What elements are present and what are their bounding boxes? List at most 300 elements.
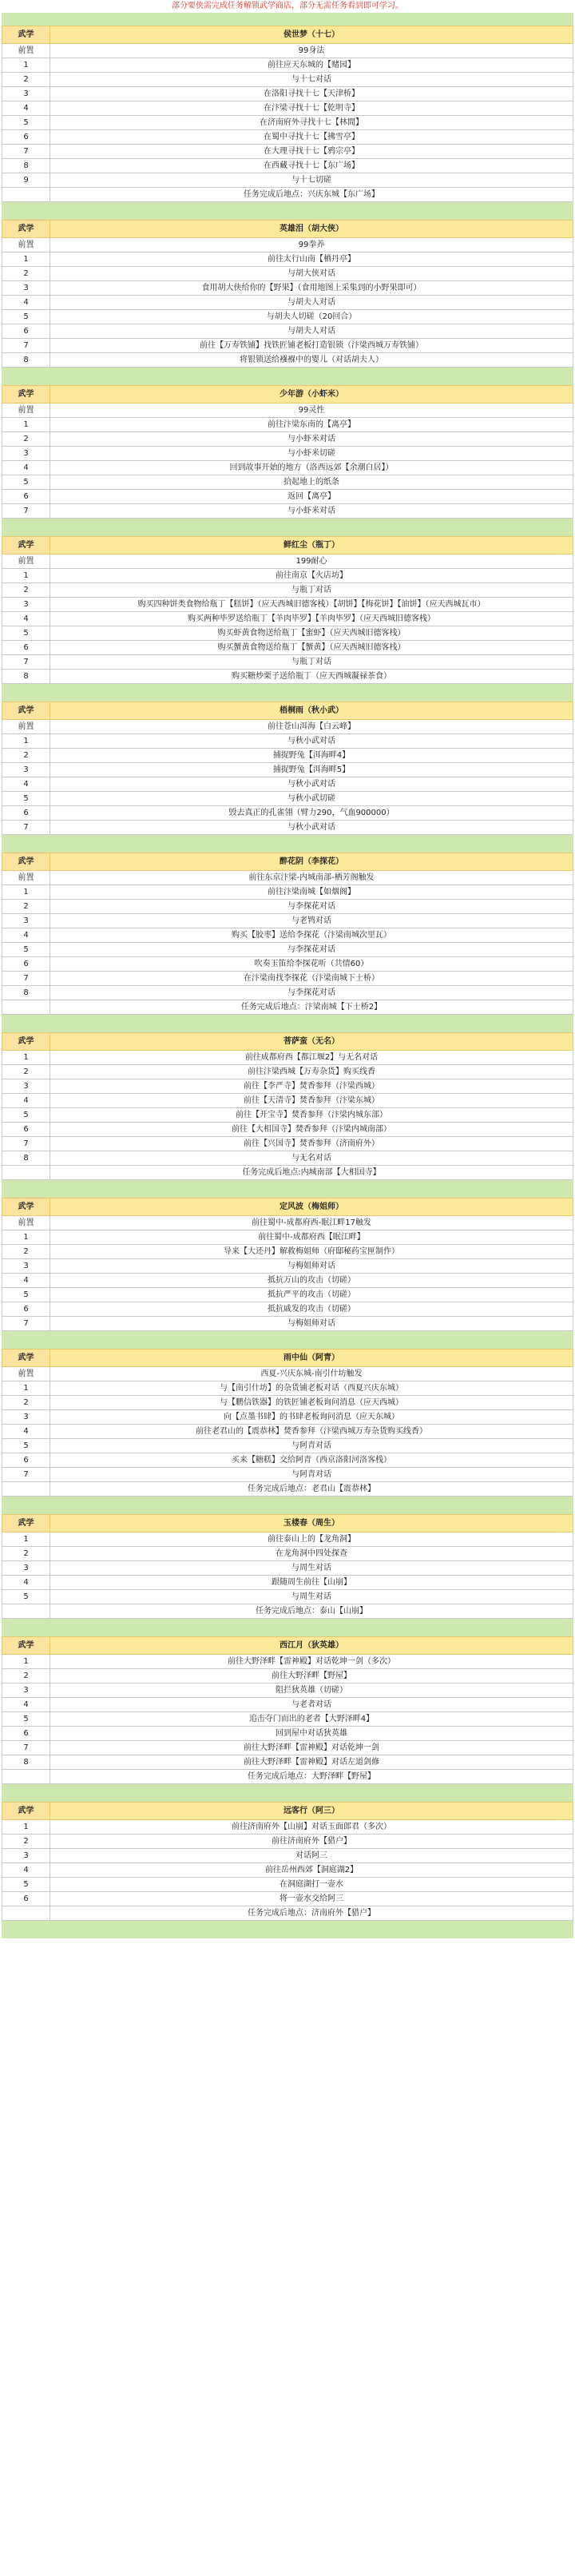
step-description: 任务完成后地点：老君山【震恭林】 bbox=[50, 1482, 573, 1497]
table-row bbox=[2, 986, 573, 1000]
step-description: 前往蜀中-成都府西-眠江畔17触发 bbox=[50, 1216, 573, 1230]
step-description: 前往苍山洱海【白云峰】 bbox=[50, 720, 573, 734]
table-row bbox=[2, 1302, 573, 1317]
quest-section bbox=[2, 220, 573, 368]
quest-section bbox=[2, 26, 573, 202]
step-number: 前置 bbox=[2, 871, 50, 885]
step-number: 2 bbox=[2, 267, 50, 281]
table-row bbox=[2, 972, 573, 986]
step-number: 6 bbox=[2, 130, 50, 145]
table-row bbox=[2, 461, 573, 475]
step-description: 买来【糖糕】交给阿青（西京洛阳河洛客栈） bbox=[50, 1453, 573, 1468]
step-description: 与胡夫人切磋（20回合） bbox=[50, 310, 573, 324]
step-number: 7 bbox=[2, 821, 50, 835]
step-number: 6 bbox=[2, 1453, 50, 1468]
step-description: 与秋小武切磋 bbox=[50, 792, 573, 806]
step-description: 任务完成后地点：济南府外【猎户】 bbox=[50, 1906, 573, 1921]
table-row bbox=[2, 403, 573, 418]
step-number: 5 bbox=[2, 1439, 50, 1453]
step-number: 1 bbox=[2, 418, 50, 432]
step-description: 购买四种饼类食物给瓶丁【糕饼】（应天西城旧德客栈）【胡饼】【梅花饼】【油饼】（应天西城瓦市） bbox=[50, 598, 573, 612]
step-number bbox=[2, 1482, 50, 1497]
quest-header-row bbox=[2, 1515, 573, 1532]
step-number: 5 bbox=[2, 943, 50, 957]
table-row bbox=[2, 1892, 573, 1906]
step-description: 抵抗严平的攻击（切磋） bbox=[50, 1288, 573, 1302]
table-row bbox=[2, 238, 573, 252]
step-description: 前往应天东城的【赌园】 bbox=[50, 58, 573, 73]
column-label: 武学 bbox=[2, 1803, 50, 1820]
table-row bbox=[2, 1245, 573, 1259]
step-number: 1 bbox=[2, 734, 50, 749]
step-number: 2 bbox=[2, 583, 50, 598]
table-row bbox=[2, 641, 573, 655]
step-description: 对话阿三 bbox=[50, 1849, 573, 1863]
table-row bbox=[2, 252, 573, 267]
step-number: 2 bbox=[2, 73, 50, 87]
section-spacer bbox=[2, 1497, 573, 1514]
quest-table bbox=[2, 1032, 573, 1180]
table-row bbox=[2, 957, 573, 972]
column-label: 武学 bbox=[2, 221, 50, 238]
step-number: 7 bbox=[2, 339, 50, 353]
step-description: 抵抗戚发的攻击（切磋） bbox=[50, 1302, 573, 1317]
quest-table bbox=[2, 385, 573, 519]
step-number: 3 bbox=[2, 1849, 50, 1863]
quest-section bbox=[2, 1636, 573, 1784]
quest-header-row bbox=[2, 26, 573, 44]
step-number: 2 bbox=[2, 1547, 50, 1561]
table-row bbox=[2, 1288, 573, 1302]
step-description: 购买蟹黄食物送给瓶丁【蟹黄】（应天西城旧德客栈） bbox=[50, 641, 573, 655]
step-number: 5 bbox=[2, 792, 50, 806]
step-description: 在洞庭湖打一壶水 bbox=[50, 1878, 573, 1892]
step-description: 任务完成后地点：兴庆东城【东广场】 bbox=[50, 188, 573, 202]
step-description: 与无名对话 bbox=[50, 1151, 573, 1166]
step-description: 前往济南府外【猎户】 bbox=[50, 1835, 573, 1849]
step-number: 前置 bbox=[2, 1216, 50, 1230]
step-description: 99灵性 bbox=[50, 403, 573, 418]
quest-title: 侯世梦（十七） bbox=[50, 26, 573, 44]
step-number: 5 bbox=[2, 1108, 50, 1123]
table-row bbox=[2, 1079, 573, 1094]
step-number: 5 bbox=[2, 116, 50, 130]
step-description: 与十七对话 bbox=[50, 73, 573, 87]
table-row bbox=[2, 1216, 573, 1230]
step-description: 与秋小武对话 bbox=[50, 734, 573, 749]
step-description: 与梅姐师对话 bbox=[50, 1259, 573, 1274]
quest-header-row bbox=[2, 386, 573, 403]
quest-title: 定风波（梅姐师） bbox=[50, 1199, 573, 1216]
step-number: 4 bbox=[2, 1576, 50, 1590]
step-number: 3 bbox=[2, 87, 50, 101]
table-row bbox=[2, 1863, 573, 1878]
step-number: 4 bbox=[2, 777, 50, 792]
table-row bbox=[2, 1878, 573, 1892]
table-row bbox=[2, 871, 573, 885]
step-number: 1 bbox=[2, 1532, 50, 1547]
table-row bbox=[2, 101, 573, 116]
table-row bbox=[2, 792, 573, 806]
step-number: 5 bbox=[2, 310, 50, 324]
step-description: 前往【大相国寺】焚香参拜（汴梁内城南部） bbox=[50, 1123, 573, 1137]
step-number: 6 bbox=[2, 957, 50, 972]
step-number: 7 bbox=[2, 1741, 50, 1755]
step-description: 吹奏玉笛给李探花听（共情60） bbox=[50, 957, 573, 972]
step-description: 前往成都府西【都江堰2】与无名对话 bbox=[50, 1051, 573, 1065]
step-description: 向【点墨书肆】的书肆老板询问消息（应天东城） bbox=[50, 1410, 573, 1425]
step-description: 与胡夫人对话 bbox=[50, 296, 573, 310]
step-description: 前往【天清寺】焚香参拜（汴梁东城） bbox=[50, 1094, 573, 1108]
step-description: 与梅姐师对话 bbox=[50, 1317, 573, 1331]
table-row bbox=[2, 1547, 573, 1561]
step-number: 8 bbox=[2, 1755, 50, 1770]
step-number: 2 bbox=[2, 1835, 50, 1849]
column-label: 武学 bbox=[2, 1637, 50, 1655]
table-row bbox=[2, 44, 573, 58]
step-description: 前往汴梁南城【如烟阁】 bbox=[50, 885, 573, 900]
step-number: 3 bbox=[2, 281, 50, 296]
step-description: 在洛阳寻找十七【天津桥】 bbox=[50, 87, 573, 101]
step-description: 返回【离亭】 bbox=[50, 490, 573, 504]
quest-title: 鲜红尘（瓶丁） bbox=[50, 537, 573, 555]
step-description: 捕捉野兔【洱海畔5】 bbox=[50, 763, 573, 777]
table-row bbox=[2, 310, 573, 324]
column-label: 武学 bbox=[2, 537, 50, 555]
step-number: 1 bbox=[2, 569, 50, 583]
table-row bbox=[2, 475, 573, 490]
step-description: 前往【开宝寺】焚香参拜（汴梁内城东部） bbox=[50, 1108, 573, 1123]
table-row bbox=[2, 1532, 573, 1547]
step-description: 导来【大还丹】解救梅姐师（府邸秘药宝匣制作） bbox=[50, 1245, 573, 1259]
quest-header-row bbox=[2, 221, 573, 238]
table-row bbox=[2, 1849, 573, 1863]
section-spacer bbox=[2, 1015, 573, 1032]
table-row bbox=[2, 734, 573, 749]
step-description: 购买糖炒栗子送给瓶丁（应天西城凝禄茶食） bbox=[50, 670, 573, 684]
quest-title: 英雄泪（胡大侠） bbox=[50, 221, 573, 238]
step-number: 1 bbox=[2, 58, 50, 73]
table-row bbox=[2, 188, 573, 202]
step-number: 5 bbox=[2, 1878, 50, 1892]
step-number: 1 bbox=[2, 885, 50, 900]
section-spacer bbox=[2, 1331, 573, 1349]
step-number: 6 bbox=[2, 1302, 50, 1317]
table-row bbox=[2, 1230, 573, 1245]
quest-title: 远客行（阿三） bbox=[50, 1803, 573, 1820]
step-description: 前往老君山的【震恭林】焚香参拜（汴梁西城万寿杂货购买线香） bbox=[50, 1425, 573, 1439]
table-row bbox=[2, 914, 573, 928]
step-number: 4 bbox=[2, 1425, 50, 1439]
table-row bbox=[2, 720, 573, 734]
table-row bbox=[2, 821, 573, 835]
step-number: 6 bbox=[2, 490, 50, 504]
step-number: 1 bbox=[2, 1655, 50, 1669]
step-description: 99拳养 bbox=[50, 238, 573, 252]
step-number: 1 bbox=[2, 252, 50, 267]
step-description: 99身法 bbox=[50, 44, 573, 58]
table-row bbox=[2, 1065, 573, 1079]
table-row bbox=[2, 353, 573, 368]
table-row bbox=[2, 1590, 573, 1604]
step-number: 3 bbox=[2, 1079, 50, 1094]
quest-section bbox=[2, 1514, 573, 1619]
step-description: 与十七切磋 bbox=[50, 173, 573, 188]
quest-section bbox=[2, 853, 573, 1015]
quest-header-row bbox=[2, 537, 573, 555]
step-description: 在龙角洞中四处探查 bbox=[50, 1547, 573, 1561]
table-row bbox=[2, 145, 573, 159]
table-row bbox=[2, 1317, 573, 1331]
quest-table bbox=[2, 1636, 573, 1784]
quest-title: 菩萨蛮（无名） bbox=[50, 1033, 573, 1051]
column-label: 武学 bbox=[2, 1199, 50, 1216]
step-description: 与老鸨对话 bbox=[50, 914, 573, 928]
step-number: 1 bbox=[2, 1381, 50, 1396]
step-number: 3 bbox=[2, 598, 50, 612]
table-row bbox=[2, 612, 573, 626]
step-description: 与秋小武对话 bbox=[50, 821, 573, 835]
quest-table bbox=[2, 1349, 573, 1497]
step-description: 前往泰山上的【龙角洞】 bbox=[50, 1532, 573, 1547]
step-description: 阻拦狄英雄（切磋） bbox=[50, 1684, 573, 1698]
quest-header-row bbox=[2, 1350, 573, 1367]
step-description: 与李探花对话 bbox=[50, 900, 573, 914]
step-number: 5 bbox=[2, 1288, 50, 1302]
table-row bbox=[2, 1367, 573, 1381]
section-spacer bbox=[2, 202, 573, 220]
step-number: 2 bbox=[2, 432, 50, 447]
table-row bbox=[2, 87, 573, 101]
column-label: 武学 bbox=[2, 1033, 50, 1051]
step-number: 8 bbox=[2, 670, 50, 684]
step-number: 7 bbox=[2, 504, 50, 519]
table-row bbox=[2, 267, 573, 281]
step-number: 3 bbox=[2, 1684, 50, 1698]
step-description: 将一壶水交给阿三 bbox=[50, 1892, 573, 1906]
step-number: 7 bbox=[2, 972, 50, 986]
table-row bbox=[2, 1741, 573, 1755]
step-number: 4 bbox=[2, 1863, 50, 1878]
notice-text: 部分要侠需完成任务解锁武学商店，部分无需任务看到即可学习。 bbox=[172, 2, 403, 10]
step-description: 购买虾黄食物送给瓶丁【蜜虾】（应天西城旧德客栈） bbox=[50, 626, 573, 641]
step-number: 4 bbox=[2, 101, 50, 116]
step-description: 西夏-兴庆东城-南引什坊触发 bbox=[50, 1367, 573, 1381]
step-number: 前置 bbox=[2, 403, 50, 418]
step-description: 前往【兴国寺】焚香参拜（济南府外） bbox=[50, 1137, 573, 1151]
table-row bbox=[2, 504, 573, 519]
step-description: 与李探花对话 bbox=[50, 943, 573, 957]
step-number bbox=[2, 1906, 50, 1921]
step-description: 与阿青对话 bbox=[50, 1468, 573, 1482]
step-number: 4 bbox=[2, 1094, 50, 1108]
step-description: 跟随周生前往【山崩】 bbox=[50, 1576, 573, 1590]
table-row bbox=[2, 1108, 573, 1123]
table-row bbox=[2, 1259, 573, 1274]
table-row bbox=[2, 583, 573, 598]
table-row bbox=[2, 569, 573, 583]
table-row bbox=[2, 130, 573, 145]
step-description: 前往大野泽畔【雷神殿】对话左道剑修 bbox=[50, 1755, 573, 1770]
step-number: 3 bbox=[2, 763, 50, 777]
table-row bbox=[2, 432, 573, 447]
step-description: 购买【胶枣】送给李探花（汴梁南城次里瓦） bbox=[50, 928, 573, 943]
step-description: 前往太行山南【栖丹亭】 bbox=[50, 252, 573, 267]
table-row bbox=[2, 1604, 573, 1619]
step-description: 前往汴梁西城【万寿杂货】购买线香 bbox=[50, 1065, 573, 1079]
step-number: 9 bbox=[2, 173, 50, 188]
table-row bbox=[2, 1123, 573, 1137]
table-row bbox=[2, 447, 573, 461]
step-number: 8 bbox=[2, 986, 50, 1000]
step-description: 与小虾米切磋 bbox=[50, 447, 573, 461]
step-description: 前往岳州西郊【洞庭湖2】 bbox=[50, 1863, 573, 1878]
table-row bbox=[2, 749, 573, 763]
step-description: 抵抗万山的攻击（切磋） bbox=[50, 1274, 573, 1288]
step-number: 前置 bbox=[2, 555, 50, 569]
step-number: 8 bbox=[2, 353, 50, 368]
column-label: 武学 bbox=[2, 26, 50, 44]
step-description: 与老者对话 bbox=[50, 1698, 573, 1712]
table-row bbox=[2, 1698, 573, 1712]
table-row bbox=[2, 928, 573, 943]
quest-section bbox=[2, 385, 573, 519]
table-row bbox=[2, 598, 573, 612]
step-number: 1 bbox=[2, 1820, 50, 1835]
step-number bbox=[2, 1604, 50, 1619]
step-number: 4 bbox=[2, 612, 50, 626]
step-number bbox=[2, 1770, 50, 1784]
table-row bbox=[2, 943, 573, 957]
step-number: 4 bbox=[2, 1698, 50, 1712]
table-row bbox=[2, 806, 573, 821]
step-number: 6 bbox=[2, 641, 50, 655]
table-row bbox=[2, 173, 573, 188]
quest-title: 梧桐雨（秋小武） bbox=[50, 702, 573, 720]
step-number: 6 bbox=[2, 1727, 50, 1741]
step-description: 追击夺门而出的老者【大野泽畔4】 bbox=[50, 1712, 573, 1727]
table-row bbox=[2, 1755, 573, 1770]
section-spacer bbox=[2, 1921, 573, 1938]
table-row bbox=[2, 1137, 573, 1151]
quest-section bbox=[2, 1349, 573, 1497]
step-description: 任务完成后地点:内城南部【大相国寺】 bbox=[50, 1166, 573, 1180]
column-label: 武学 bbox=[2, 853, 50, 871]
step-description: 毁去真正的孔雀翎（臂力290，气血900000） bbox=[50, 806, 573, 821]
section-spacer bbox=[2, 684, 573, 702]
step-description: 回到屋中对话狄英雄 bbox=[50, 1727, 573, 1741]
quest-header-row bbox=[2, 1199, 573, 1216]
table-row bbox=[2, 116, 573, 130]
step-description: 购买两种毕罗送给瓶丁【羊肉毕罗】【羊肉毕罗】（应天西城旧德客栈） bbox=[50, 612, 573, 626]
step-number: 4 bbox=[2, 1274, 50, 1288]
step-description: 与周生对话 bbox=[50, 1561, 573, 1576]
table-row bbox=[2, 1770, 573, 1784]
step-description: 与瓶丁对话 bbox=[50, 583, 573, 598]
step-description: 前往大野泽畔【野屋】 bbox=[50, 1669, 573, 1684]
step-description: 在济南府外寻找十七【林間】 bbox=[50, 116, 573, 130]
step-description: 前往汴梁东南的【离亭】 bbox=[50, 418, 573, 432]
quest-title: 醉花阴（李探花） bbox=[50, 853, 573, 871]
quest-table bbox=[2, 536, 573, 684]
quest-table bbox=[2, 220, 573, 368]
step-description: 与秋小武对话 bbox=[50, 777, 573, 792]
step-number: 3 bbox=[2, 914, 50, 928]
step-number: 4 bbox=[2, 461, 50, 475]
section-spacer bbox=[2, 13, 573, 26]
step-number: 5 bbox=[2, 475, 50, 490]
step-description: 与瓶丁对话 bbox=[50, 655, 573, 670]
step-description: 任务完成后地点：泰山【山崩】 bbox=[50, 1604, 573, 1619]
table-row bbox=[2, 1410, 573, 1425]
table-row bbox=[2, 1820, 573, 1835]
step-number: 5 bbox=[2, 1590, 50, 1604]
table-row bbox=[2, 1425, 573, 1439]
step-number: 5 bbox=[2, 626, 50, 641]
step-description: 回到故事开始的地方（洛西远郊【余潮白居】） bbox=[50, 461, 573, 475]
section-spacer bbox=[2, 1619, 573, 1636]
step-number bbox=[2, 1166, 50, 1180]
step-number bbox=[2, 1000, 50, 1015]
table-row bbox=[2, 1381, 573, 1396]
section-spacer bbox=[2, 368, 573, 385]
step-number: 8 bbox=[2, 159, 50, 173]
step-number: 前置 bbox=[2, 44, 50, 58]
column-label: 武学 bbox=[2, 702, 50, 720]
column-label: 武学 bbox=[2, 386, 50, 403]
column-label: 武学 bbox=[2, 1515, 50, 1532]
step-number: 2 bbox=[2, 1396, 50, 1410]
step-number: 2 bbox=[2, 1669, 50, 1684]
step-number: 3 bbox=[2, 447, 50, 461]
table-row bbox=[2, 900, 573, 914]
table-row bbox=[2, 777, 573, 792]
step-number: 7 bbox=[2, 1468, 50, 1482]
step-description: 捕捉野兔【洱海畔4】 bbox=[50, 749, 573, 763]
step-number: 2 bbox=[2, 1245, 50, 1259]
table-row bbox=[2, 1727, 573, 1741]
table-row bbox=[2, 1439, 573, 1453]
step-number: 8 bbox=[2, 1151, 50, 1166]
table-row bbox=[2, 1151, 573, 1166]
quest-section bbox=[2, 1198, 573, 1331]
step-number: 1 bbox=[2, 1230, 50, 1245]
step-number: 7 bbox=[2, 145, 50, 159]
step-description: 前往【万寿铁铺】找铁匠铺老板打造银锁（汴梁西城万寿铁铺） bbox=[50, 339, 573, 353]
step-number: 前置 bbox=[2, 720, 50, 734]
table-row bbox=[2, 324, 573, 339]
step-description: 与周生对话 bbox=[50, 1590, 573, 1604]
step-description: 任务完成后地点：大野泽畔【野屋】 bbox=[50, 1770, 573, 1784]
table-row bbox=[2, 1166, 573, 1180]
step-description: 前往【李严寺】焚香参拜（汴梁西城） bbox=[50, 1079, 573, 1094]
step-number: 3 bbox=[2, 1410, 50, 1425]
step-description: 199耐心 bbox=[50, 555, 573, 569]
table-row bbox=[2, 490, 573, 504]
quest-header-row bbox=[2, 1803, 573, 1820]
table-row bbox=[2, 885, 573, 900]
step-number: 前置 bbox=[2, 238, 50, 252]
quest-title: 雨中仙（阿青） bbox=[50, 1350, 573, 1367]
step-number: 1 bbox=[2, 1051, 50, 1065]
step-number: 2 bbox=[2, 900, 50, 914]
step-description: 与【南引什坊】的杂货铺老板对话（西夏兴庆东城） bbox=[50, 1381, 573, 1396]
step-description: 与胡大侠对话 bbox=[50, 267, 573, 281]
step-description: 与【鹏信铁器】的铁匠铺老板询问消息（应天西城） bbox=[50, 1396, 573, 1410]
step-description: 在汴梁寻找十七【乾明寺】 bbox=[50, 101, 573, 116]
quest-sections bbox=[0, 26, 575, 1938]
quest-title: 玉楼春（周生） bbox=[50, 1515, 573, 1532]
